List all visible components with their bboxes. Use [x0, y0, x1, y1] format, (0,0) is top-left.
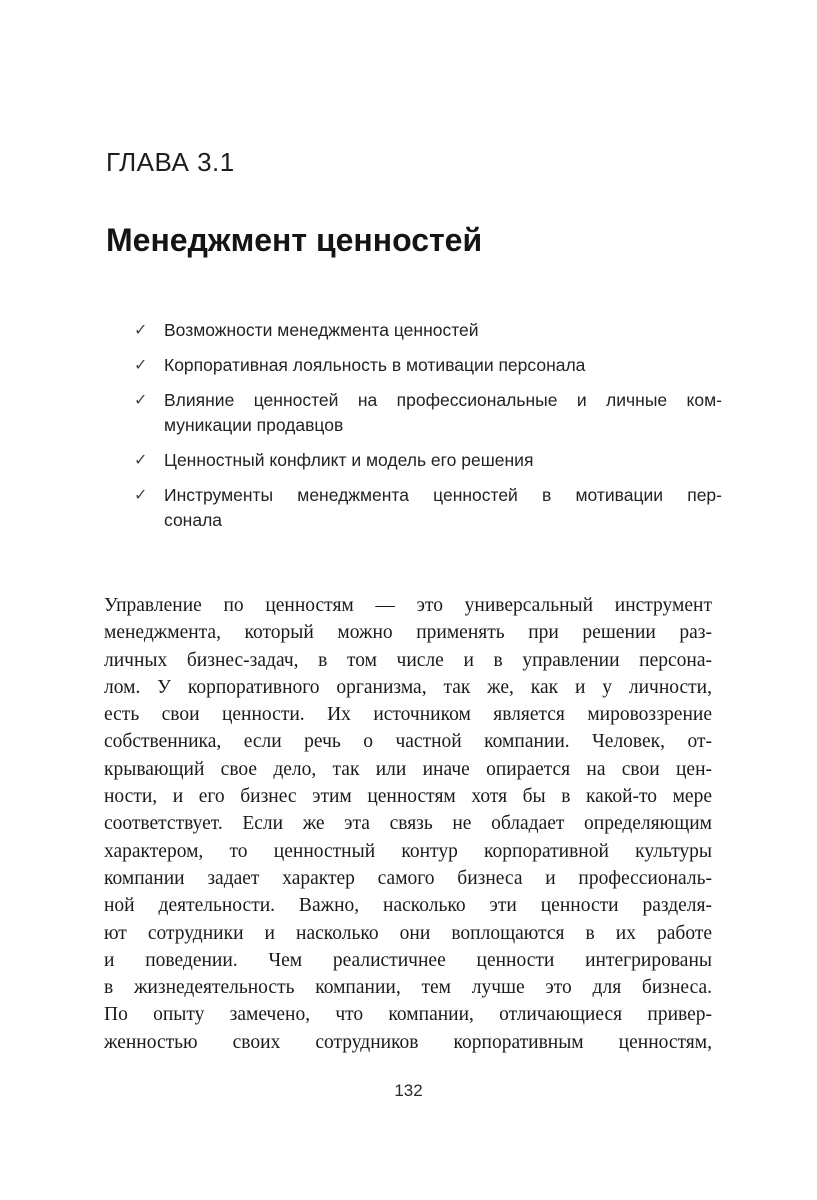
body-paragraph: [104, 592, 712, 1056]
topic-line: Корпоративная лояльность в мотивации персонала: [164, 355, 586, 375]
paragraph-line: По опыту замечено, что компании, отличающиеся привер-: [104, 1004, 712, 1026]
paragraph-line: Управление по ценностям — это универсальный инструмент: [104, 595, 712, 616]
paragraph-line: соответствует. Если же эта связь не обладает определяющим: [104, 813, 712, 835]
check-icon: ✓: [134, 357, 148, 374]
topic-line: Инструменты менеджмента ценностей в мотивации пер-: [164, 485, 722, 505]
paragraph-line: лом. У корпоративного организма, так же, как и у личности,: [104, 676, 712, 698]
check-icon: ✓: [134, 392, 148, 409]
paragraph-line: компании задает характер самого бизнеса и профессиональ-: [104, 867, 712, 889]
topic-item: [132, 483, 722, 533]
paragraph-line: ности, и его бизнес этим ценностям хотя бы в какой-то мере: [104, 786, 712, 808]
topic-item: [132, 318, 722, 343]
paragraph-line: ной деятельности. Важно, насколько эти ценности разделя-: [104, 895, 712, 917]
topic-item: [132, 448, 722, 473]
paragraph-line: собственника, если речь о частной компании. Человек, от-: [104, 731, 712, 753]
paragraph-line: и поведении. Чем реалистичнее ценности интегрированы: [104, 949, 712, 971]
paragraph-line: есть свои ценности. Их источником является мировоззрение: [104, 704, 712, 726]
topic-line: Влияние ценностей на профессиональные и личные ком-: [164, 390, 722, 410]
topic-line: Ценностный конфликт и модель его решения: [164, 450, 534, 470]
topic-line: Возможности менеджмента ценностей: [164, 320, 479, 340]
check-icon: ✓: [134, 487, 148, 504]
check-icon: ✓: [134, 322, 148, 339]
check-icon: ✓: [134, 452, 148, 469]
chapter-topics-list: [132, 318, 722, 543]
paragraph-line: в жизнедеятельность компании, тем лучше это для бизнеса.: [104, 977, 712, 999]
paragraph-line: личных бизнес-задач, в том числе и в управлении персона-: [104, 649, 712, 671]
paragraph-line: ют сотрудники и насколько они воплощаются в их работе: [104, 922, 712, 944]
topic-item: [132, 353, 722, 378]
chapter-number: ГЛАВА 3.1: [106, 147, 235, 177]
paragraph-line: крывающий свое дело, так или иначе опирается на свои цен-: [104, 758, 712, 780]
paragraph-line: менеджмента, который можно применять при решении раз-: [104, 622, 712, 644]
topic-item: [132, 388, 722, 438]
topic-line: муникации продавцов: [164, 415, 344, 435]
chapter-title: Менеджмент ценностей: [106, 222, 483, 258]
topic-line: сонала: [164, 510, 223, 530]
page-number: 132: [394, 1081, 423, 1100]
paragraph-line: женностью своих сотрудников корпоративным ценностям,: [104, 1031, 712, 1053]
paragraph-line: характером, то ценностный контур корпоративной культуры: [104, 840, 712, 862]
